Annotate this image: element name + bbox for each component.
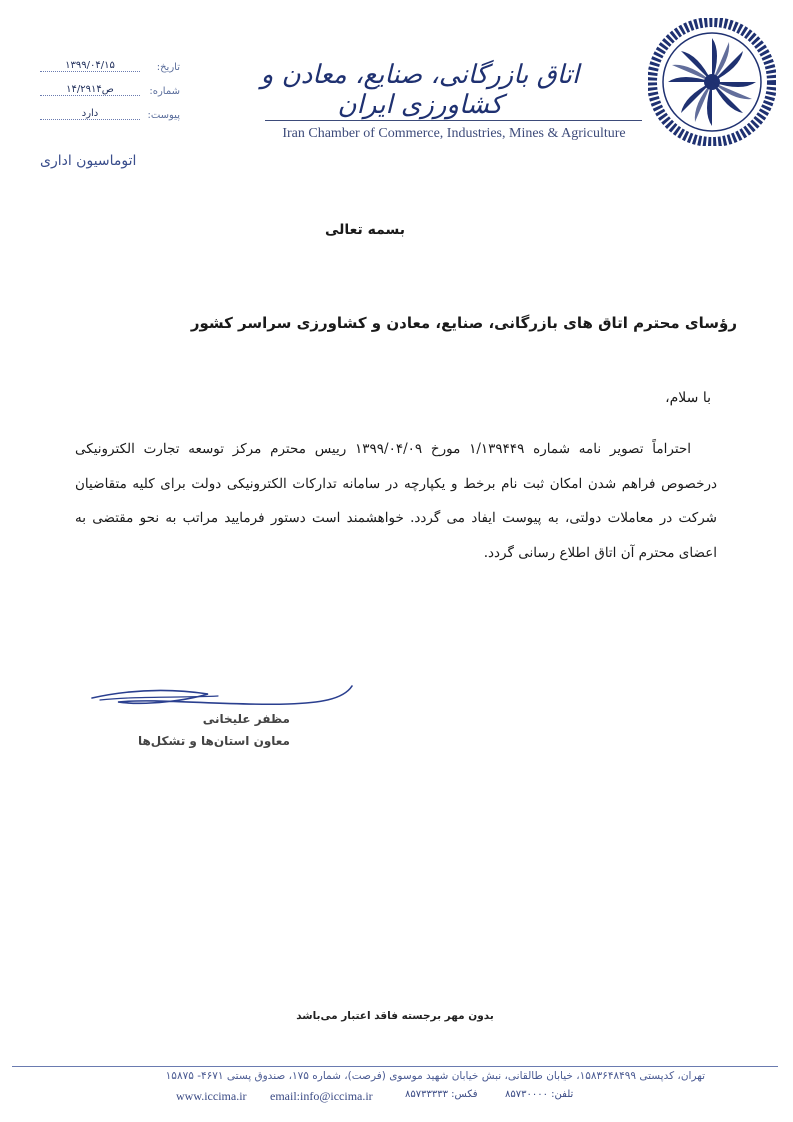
footer-contact — [170, 1089, 582, 1107]
signer-title: معاون استان‌ها و تشکل‌ها — [137, 734, 290, 748]
footer-rule — [12, 1066, 778, 1067]
date-value: ۱۳۹۹/۰۴/۱۵ — [40, 60, 140, 72]
number-row — [40, 86, 180, 104]
footer-address: تهران، کدپستی ۱۵۸۳۶۴۸۴۹۹، خیابان طالقانی، نبش خیابان شهید موسوی (فرصت)، شماره ۱۷۵، صندوق پستی ۴۶۷۱- ۱۵۸۷۵ — [165, 1070, 705, 1082]
handwritten-signature — [88, 676, 358, 712]
signer-name: مظفر علیخانی — [202, 712, 290, 726]
header-rule — [265, 120, 642, 121]
org-name-en: Iran Chamber of Commerce, Industries, Mines & Agriculture — [282, 126, 626, 141]
fax-number: فکس: ۸۵۷۳۳۳۳۳ — [405, 1089, 478, 1100]
greeting: با سلام، — [665, 390, 711, 406]
basmala-heading: بسمه تعالی — [324, 222, 406, 238]
letter-body — [75, 432, 717, 570]
iccima-logo-icon — [648, 18, 776, 146]
addressee: رؤسای محترم اتاق های بازرگانی، صنایع، معادن و کشاورزی سراسر کشور — [190, 314, 737, 332]
attachment-label: پیوست: — [147, 110, 180, 121]
letter-body-text: احتراماً تصویر نامه شماره ۱/۱۳۹۴۴۹ مورخ ۱۳۹۹/۰۴/۰۹ رییس محترم مرکز توسعه تجارت الکترونیکی درخصوص فراهم شدن امکان ثبت نام برخط و یکپارچه در سامانه تدارکات الکترونیکی دولت برای کلیه متقاضیان شرکت در معاملات دولتی، به پیوست ایفاد می گردد. خواهشمند است دستور فرمایید مراتب به نحو مقتضی به اعضای محترم آن اتاق اطلاع رسانی گردد. — [75, 441, 717, 561]
stamp-note: بدون مهر برجسته فاقد اعتبار می‌باشد — [296, 1010, 494, 1022]
date-label: تاریخ: — [156, 62, 180, 73]
attachment-row — [40, 110, 180, 128]
email-link[interactable]: email:info@iccima.ir — [270, 1089, 373, 1103]
department-label: اتوماسیون اداری — [40, 153, 137, 169]
date-row — [40, 62, 180, 80]
org-name-fa: اتاق بازرگانی، صنایع، معادن و کشاورزی ایران — [260, 60, 580, 120]
attachment-value: دارد — [40, 108, 140, 120]
website-link[interactable]: www.iccima.ir — [176, 1089, 247, 1103]
number-label: شماره: — [149, 86, 180, 97]
phone-number: تلفن: ۸۵۷۳۰۰۰۰ — [505, 1089, 574, 1100]
number-value: ۱۴/۲۹۱۴ص — [40, 84, 140, 96]
